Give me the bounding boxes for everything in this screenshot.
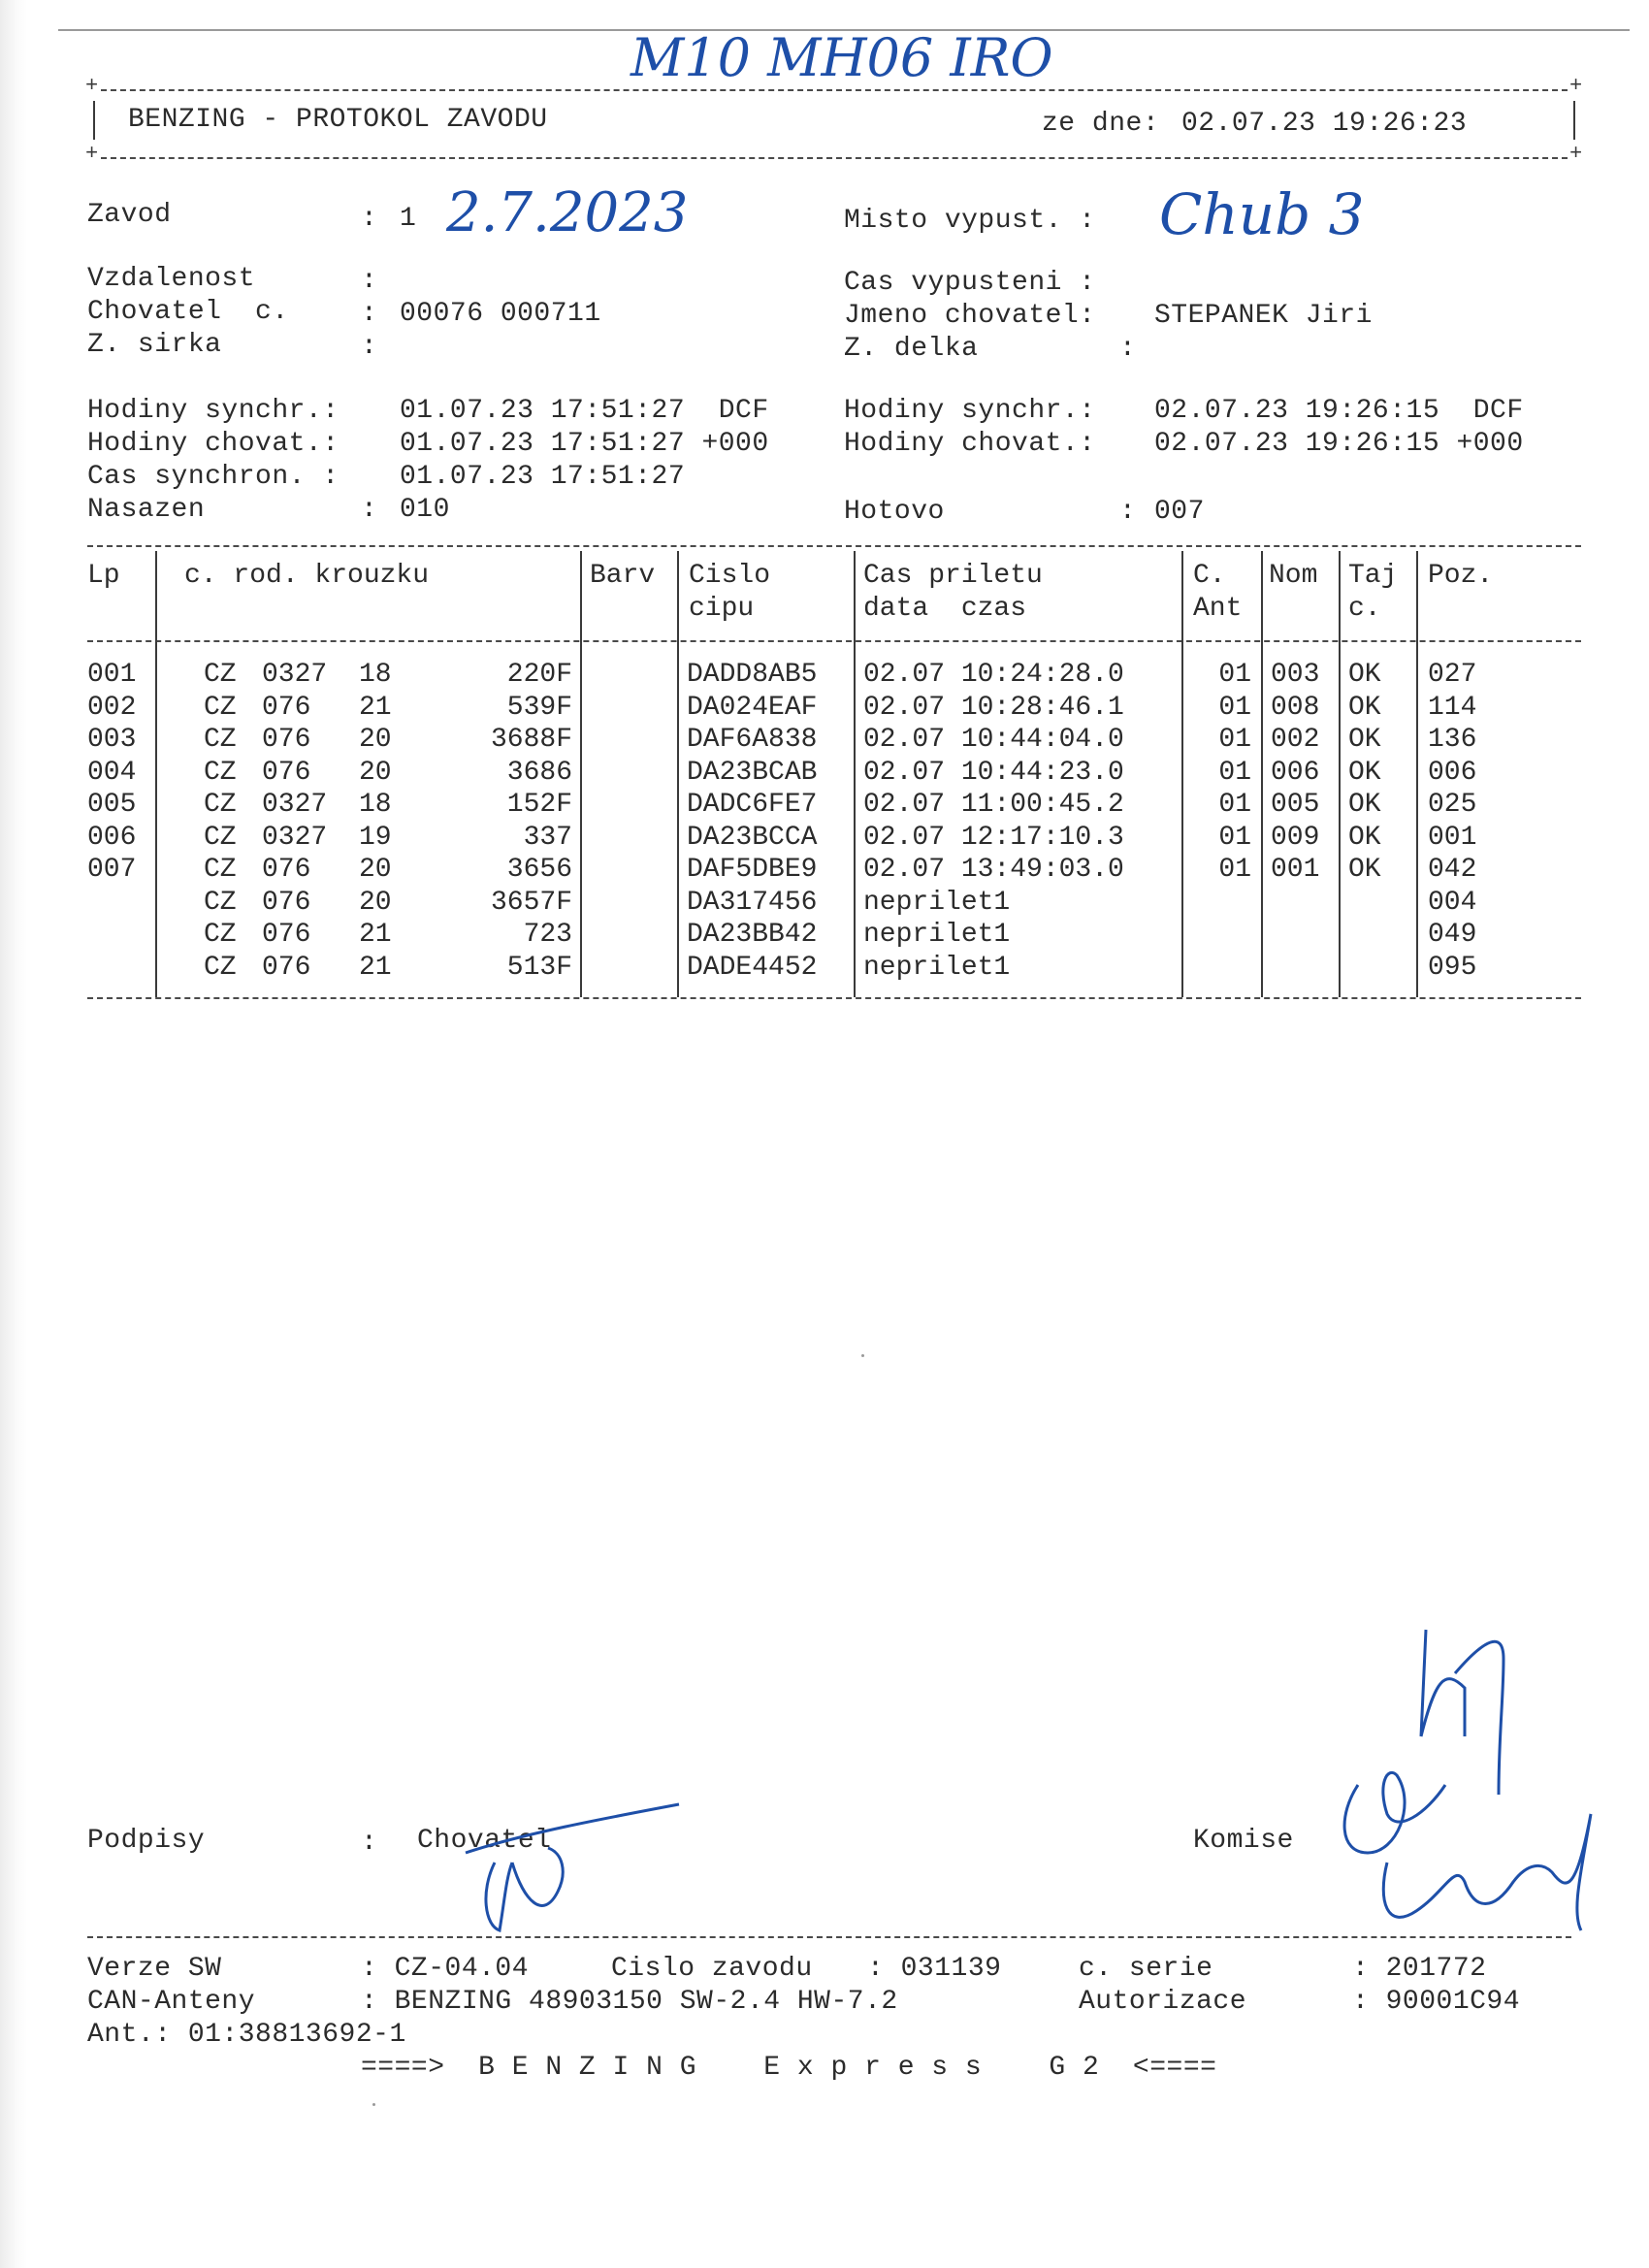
- header-top-border: [101, 89, 1568, 91]
- cell-nom: 009: [1271, 822, 1320, 853]
- cell-position: 095: [1428, 952, 1477, 983]
- cell-arrival-time: neprilet1: [863, 920, 1011, 950]
- cell-country: CZ: [204, 952, 237, 983]
- header-taj: Taj: [1348, 561, 1398, 591]
- cell-country: CZ: [204, 692, 237, 723]
- table-top-border: [87, 545, 1581, 547]
- cell-ring-number: 513F: [506, 952, 572, 983]
- cell-chip: DAF6A838: [687, 725, 818, 755]
- can-anteny-label: CAN-Anteny: [87, 1987, 256, 2017]
- autorizace-value: : 90001C94: [1352, 1987, 1521, 2017]
- cell-lp: 003: [87, 725, 137, 755]
- header-ant: Ant: [1193, 594, 1243, 624]
- komise-label: Komise: [1193, 1826, 1294, 1856]
- cell-year: 21: [359, 692, 392, 723]
- cell-taj: OK: [1348, 822, 1381, 853]
- cell-year: 21: [359, 920, 392, 950]
- cell-position: 001: [1428, 822, 1477, 853]
- cell-antenna: 01: [1218, 790, 1251, 820]
- komise-signatures: [1319, 1620, 1610, 1940]
- cell-ring-number: 539F: [506, 692, 572, 723]
- cell-country: CZ: [204, 822, 237, 853]
- cell-chip: DA024EAF: [687, 692, 818, 723]
- scan-page-edge: [0, 0, 27, 2268]
- handwritten-release-place: Chub 3: [1159, 181, 1365, 247]
- cell-position: 006: [1428, 757, 1477, 788]
- zavod-value: 1: [400, 204, 417, 234]
- cell-org: 076: [262, 920, 311, 950]
- scan-speck: [372, 2103, 375, 2106]
- cell-position: 042: [1428, 855, 1477, 885]
- can-anteny-value: : BENZING 48903150 SW-2.4 HW-7.2: [361, 1987, 898, 2017]
- cell-lp: 001: [87, 660, 137, 690]
- header-bottom-border: [101, 157, 1568, 159]
- cas-vypusteni-label: Cas vypusteni :: [844, 268, 1096, 298]
- verze-label: Verze SW: [87, 1954, 222, 1984]
- cell-chip: DADD8AB5: [687, 660, 818, 690]
- cell-org: 0327: [262, 822, 328, 853]
- cell-chip: DA23BCCA: [687, 822, 818, 853]
- hodiny-synchr-left-label: Hodiny synchr.:: [87, 396, 340, 426]
- cell-antenna: 01: [1218, 692, 1251, 723]
- cell-antenna: 01: [1218, 822, 1251, 853]
- cell-taj: OK: [1348, 660, 1381, 690]
- header-data-czas: data czas: [863, 594, 1027, 624]
- hotovo-value: 007: [1154, 497, 1205, 527]
- cislo-zavodu-value: : 031139: [867, 1954, 1002, 1984]
- cell-nom: 006: [1271, 757, 1320, 788]
- cell-nom: 005: [1271, 790, 1320, 820]
- header-c: C.: [1193, 561, 1226, 591]
- cell-lp: 005: [87, 790, 137, 820]
- header-krouzek: c. rod. krouzku: [184, 561, 430, 591]
- cell-arrival-time: neprilet1: [863, 887, 1011, 918]
- hodiny-chovat-left-label: Hodiny chovat.:: [87, 429, 340, 459]
- cell-lp: 002: [87, 692, 137, 723]
- cell-year: 20: [359, 757, 392, 788]
- jmeno-value: STEPANEK Jiri: [1154, 301, 1373, 331]
- hodiny-synchr-right-value: 02.07.23 19:26:15 DCF: [1154, 396, 1524, 426]
- podpisy-label: Podpisy: [87, 1826, 206, 1856]
- device-banner: ====> B E N Z I N G E x p r e s s G 2 <====: [361, 2053, 1217, 2083]
- scan-speck: [861, 1354, 864, 1357]
- cell-arrival-time: 02.07 13:49:03.0: [863, 855, 1124, 885]
- cell-country: CZ: [204, 790, 237, 820]
- cell-chip: DADC6FE7: [687, 790, 818, 820]
- cell-country: CZ: [204, 757, 237, 788]
- cell-taj: OK: [1348, 725, 1381, 755]
- chovatel-signature: [436, 1785, 689, 1940]
- autorizace-label: Autorizace: [1079, 1987, 1247, 2017]
- header-barv: Barv: [590, 561, 656, 591]
- antenna-line: Ant.: 01:38813692-1: [87, 2020, 406, 2050]
- hotovo-sep: :: [1119, 497, 1137, 527]
- vzdalenost-label: Vzdalenost: [87, 264, 256, 294]
- cas-synchron-value: 01.07.23 17:51:27: [400, 462, 686, 492]
- report-date-value: 02.07.23 19:26:23: [1181, 109, 1468, 139]
- c-serie-value: : 201772: [1352, 1954, 1487, 1984]
- podpisy-sep: :: [361, 1828, 378, 1858]
- header-nom: Nom: [1269, 561, 1318, 591]
- nasazen-value: 010: [400, 495, 450, 525]
- hodiny-chovat-left-value: 01.07.23 17:51:27 +000: [400, 429, 769, 459]
- cell-org: 0327: [262, 790, 328, 820]
- cell-ring-number: 3656: [506, 855, 572, 885]
- cell-org: 076: [262, 887, 311, 918]
- chovatel-signature-label: Chovatel: [417, 1826, 552, 1856]
- cell-nom: 002: [1271, 725, 1320, 755]
- cell-antenna: 01: [1218, 855, 1251, 885]
- cell-taj: OK: [1348, 855, 1381, 885]
- hotovo-label: Hotovo: [844, 497, 945, 527]
- z-sirka-label: Z. sirka: [87, 330, 222, 360]
- cell-year: 20: [359, 725, 392, 755]
- jmeno-label: Jmeno chovatel:: [844, 301, 1096, 331]
- cell-antenna: 01: [1218, 725, 1251, 755]
- header-left-border: [93, 101, 95, 140]
- cell-org: 076: [262, 725, 311, 755]
- cas-synchron-label: Cas synchron. :: [87, 462, 340, 492]
- cell-year: 19: [359, 822, 392, 853]
- cell-country: CZ: [204, 660, 237, 690]
- cell-org: 076: [262, 757, 311, 788]
- z-delka-sep: :: [1119, 334, 1137, 364]
- hodiny-synchr-left-value: 01.07.23 17:51:27 DCF: [400, 396, 769, 426]
- cislo-zavodu-label: Cislo zavodu: [611, 1954, 813, 1984]
- cell-antenna: 01: [1218, 660, 1251, 690]
- cell-ring-number: 723: [523, 920, 572, 950]
- handwritten-race-date: 2.7.2023: [446, 181, 689, 244]
- cell-ring-number: 3657F: [490, 887, 572, 918]
- cell-org: 0327: [262, 660, 328, 690]
- footer-separator: [87, 1936, 1571, 1938]
- cell-position: 136: [1428, 725, 1477, 755]
- hodiny-synchr-right-label: Hodiny synchr.:: [844, 396, 1096, 426]
- cell-year: 21: [359, 952, 392, 983]
- header-cislo: Cislo: [689, 561, 771, 591]
- cell-position: 049: [1428, 920, 1477, 950]
- cell-position: 027: [1428, 660, 1477, 690]
- cell-arrival-time: 02.07 11:00:45.2: [863, 790, 1124, 820]
- cell-arrival-time: 02.07 10:28:46.1: [863, 692, 1124, 723]
- cell-ring-number: 152F: [506, 790, 572, 820]
- zavod-label: Zavod: [87, 200, 172, 230]
- verze-value: : CZ-04.04: [361, 1954, 530, 1984]
- table-bottom-border: [87, 997, 1581, 999]
- z-delka-label: Z. delka: [844, 334, 979, 364]
- cell-country: CZ: [204, 725, 237, 755]
- handwritten-top-note: M10 MH06 IRO: [630, 27, 1053, 88]
- header-poz: Poz.: [1428, 561, 1494, 591]
- cell-year: 18: [359, 790, 392, 820]
- cell-chip: DADE4452: [687, 952, 818, 983]
- cell-ring-number: 3686: [506, 757, 572, 788]
- header-cas-priletu: Cas priletu: [863, 561, 1043, 591]
- cell-lp: 004: [87, 757, 137, 788]
- cell-org: 076: [262, 855, 311, 885]
- table-header-separator: [87, 640, 1581, 642]
- cell-year: 20: [359, 855, 392, 885]
- cell-arrival-time: 02.07 12:17:10.3: [863, 822, 1124, 853]
- header-lp: Lp: [87, 561, 120, 591]
- cell-country: CZ: [204, 920, 237, 950]
- chovatel-sep: :: [361, 299, 378, 329]
- cell-ring-number: 220F: [506, 660, 572, 690]
- chovatel-label: Chovatel c.: [87, 297, 289, 327]
- cell-position: 114: [1428, 692, 1477, 723]
- report-date-label: ze dne:: [1042, 109, 1160, 139]
- cell-lp: 006: [87, 822, 137, 853]
- header-cipu: cipu: [689, 594, 755, 624]
- cell-chip: DAF5DBE9: [687, 855, 818, 885]
- cell-chip: DA23BCAB: [687, 757, 818, 788]
- chovatel-number: 00076 000711: [400, 299, 601, 329]
- cell-arrival-time: neprilet1: [863, 952, 1011, 983]
- cell-taj: OK: [1348, 692, 1381, 723]
- cell-arrival-time: 02.07 10:44:04.0: [863, 725, 1124, 755]
- cell-chip: DA23BB42: [687, 920, 818, 950]
- misto-label: Misto vypust. :: [844, 206, 1096, 236]
- cell-country: CZ: [204, 887, 237, 918]
- z-sirka-sep: :: [361, 332, 378, 362]
- cell-position: 004: [1428, 887, 1477, 918]
- cell-taj: OK: [1348, 790, 1381, 820]
- cell-taj: OK: [1348, 757, 1381, 788]
- hodiny-chovat-right-label: Hodiny chovat.:: [844, 429, 1096, 459]
- vzdalenost-sep: :: [361, 266, 378, 296]
- cell-arrival-time: 02.07 10:44:23.0: [863, 757, 1124, 788]
- nasazen-sep: :: [361, 495, 378, 525]
- cell-chip: DA317456: [687, 887, 818, 918]
- cell-nom: 003: [1271, 660, 1320, 690]
- nasazen-label: Nasazen: [87, 495, 206, 525]
- cell-year: 18: [359, 660, 392, 690]
- cell-country: CZ: [204, 855, 237, 885]
- cell-ring-number: 3688F: [490, 725, 572, 755]
- header-right-border: [1573, 101, 1575, 140]
- cell-antenna: 01: [1218, 757, 1251, 788]
- cell-org: 076: [262, 692, 311, 723]
- cell-lp: 007: [87, 855, 137, 885]
- cell-org: 076: [262, 952, 311, 983]
- cell-nom: 001: [1271, 855, 1320, 885]
- cell-position: 025: [1428, 790, 1477, 820]
- cell-year: 20: [359, 887, 392, 918]
- protocol-title: BENZING - PROTOKOL ZAVODU: [128, 105, 548, 135]
- cell-arrival-time: 02.07 10:24:28.0: [863, 660, 1124, 690]
- c-serie-label: c. serie: [1079, 1954, 1213, 1984]
- cell-ring-number: 337: [523, 822, 572, 853]
- cell-nom: 008: [1271, 692, 1320, 723]
- header-taj-c: c.: [1348, 594, 1381, 624]
- zavod-sep: :: [361, 204, 378, 234]
- hodiny-chovat-right-value: 02.07.23 19:26:15 +000: [1154, 429, 1524, 459]
